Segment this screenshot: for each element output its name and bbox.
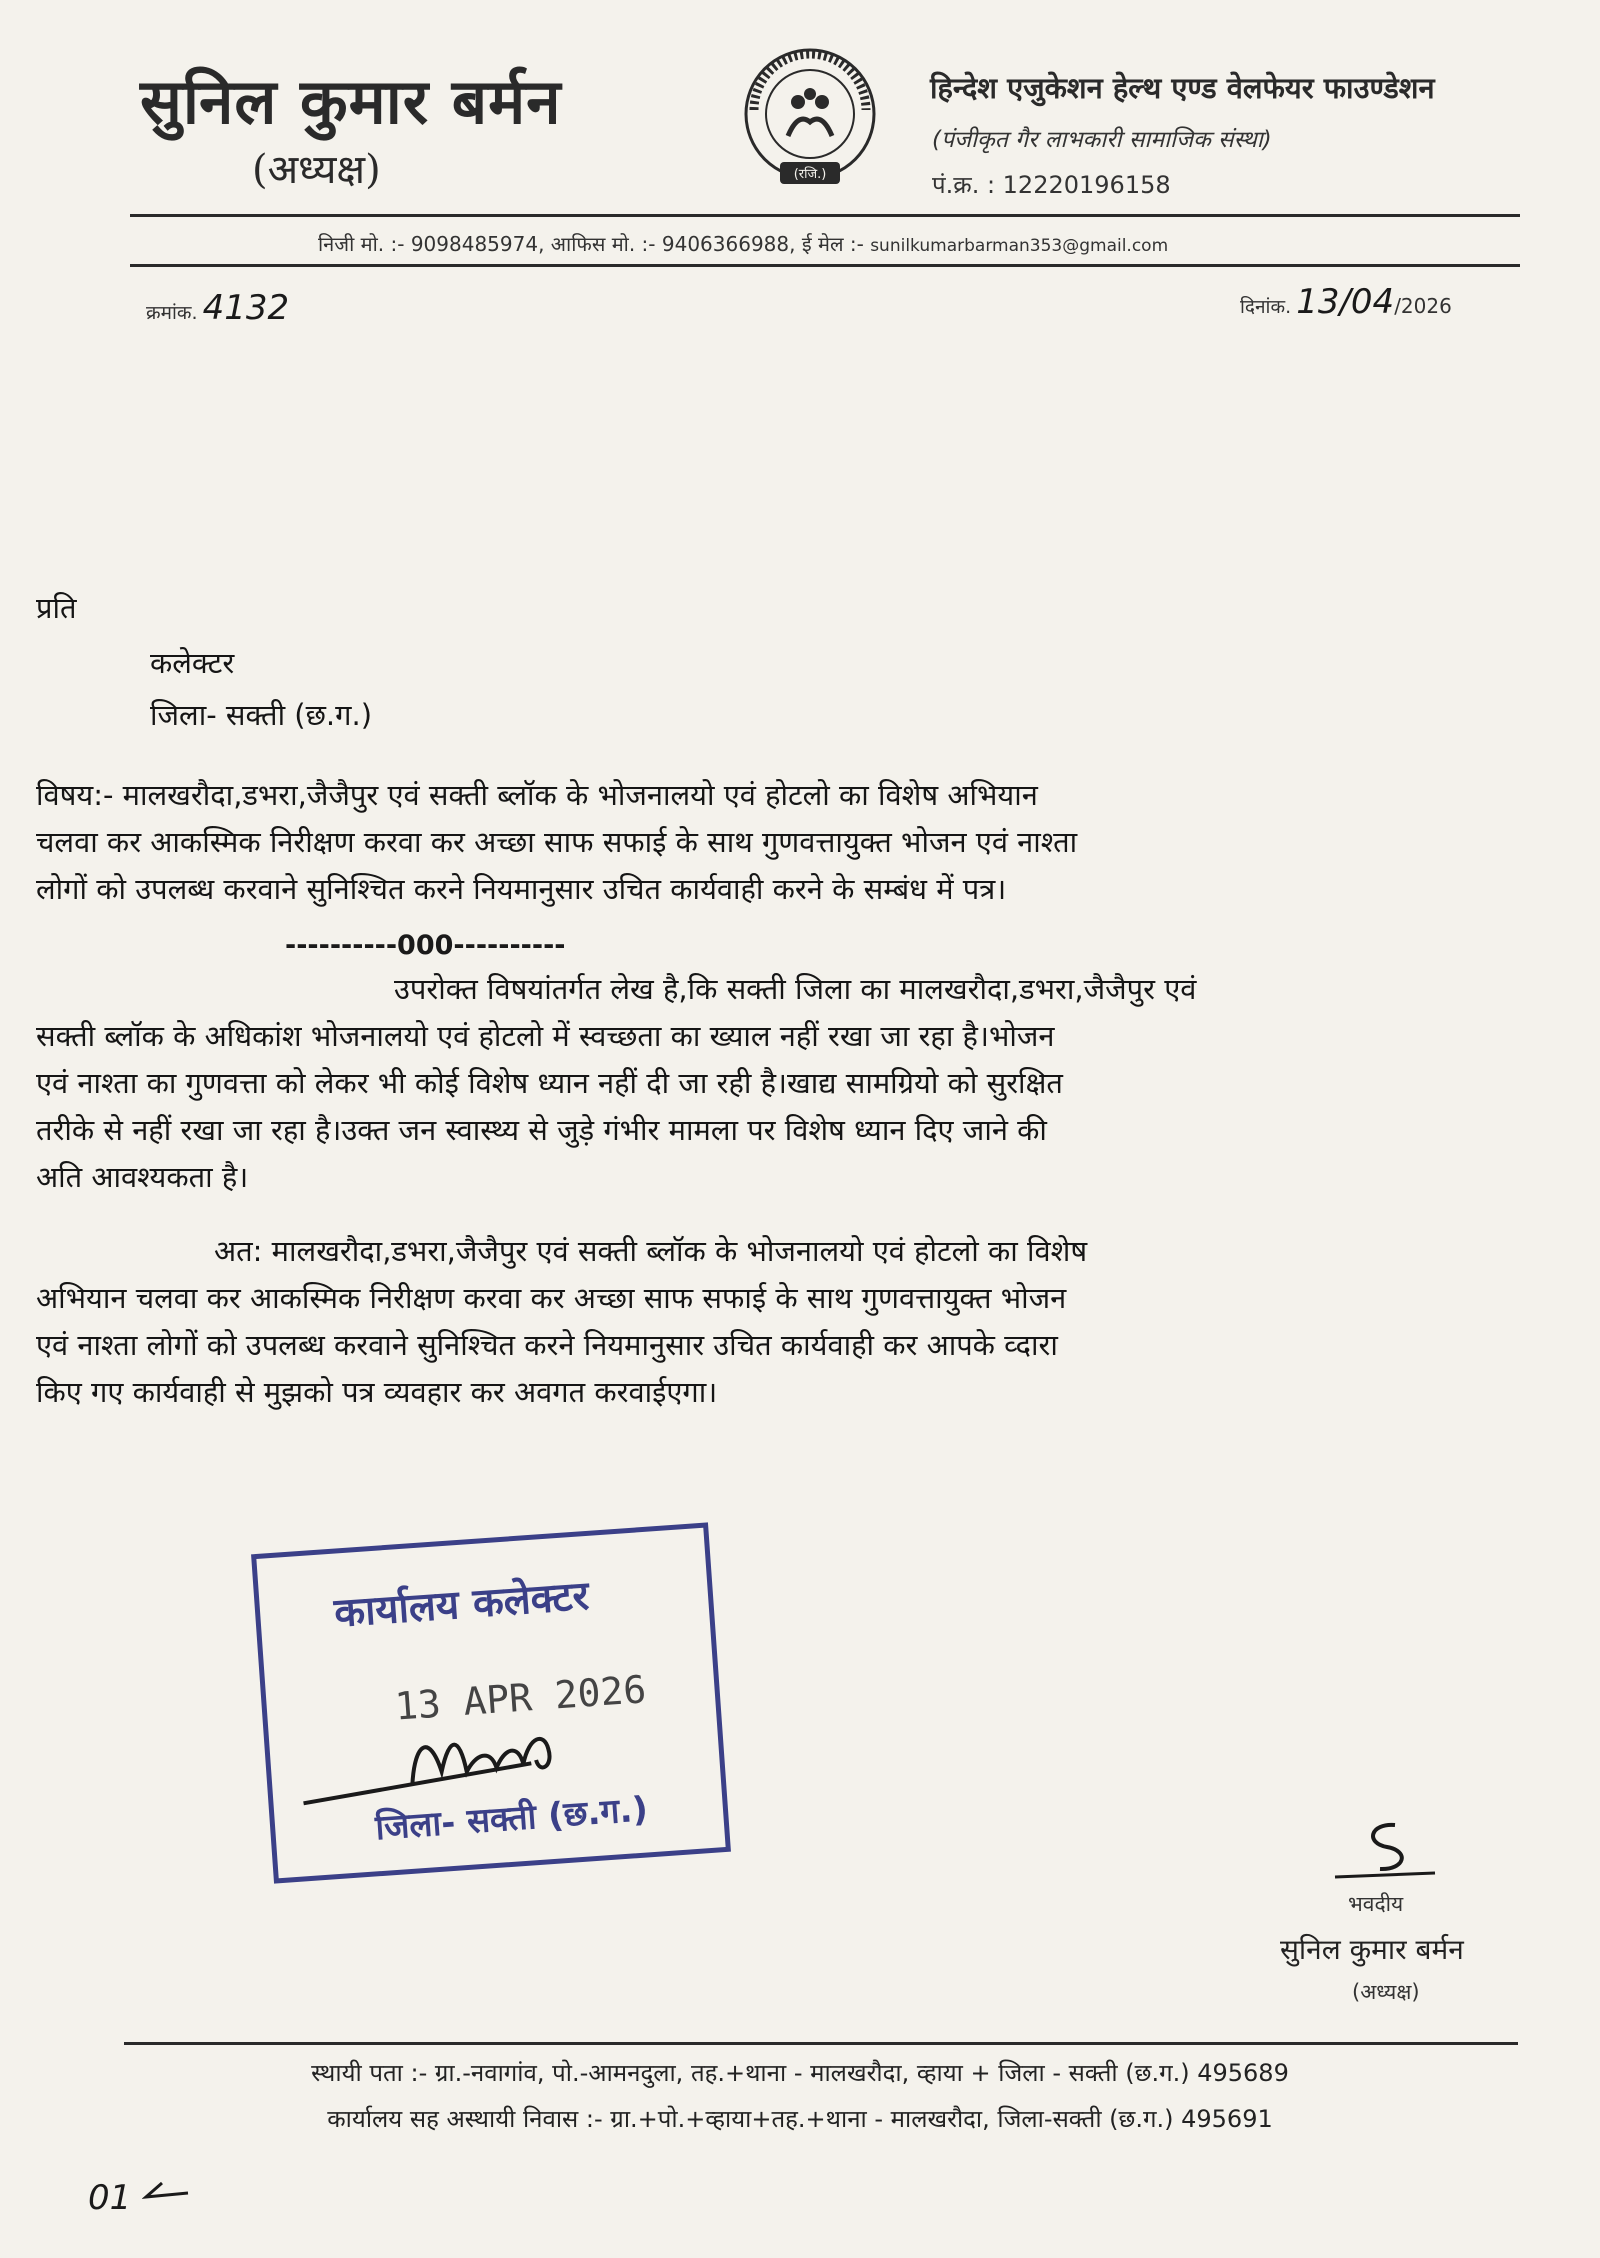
section-separator: ----------000---------- bbox=[285, 930, 566, 961]
subject-block bbox=[36, 772, 1077, 913]
paragraph-line: किए गए कार्यवाही से मुझको पत्र व्यवहार कर अवगत करवाईएगा। bbox=[36, 1375, 718, 1409]
permanent-address: स्थायी पता :- ग्रा.-नवागांव, पो.-आमनदुला, तह.+थाना - मालखरौदा, व्हाया + जिला - सक्ती (छ.ग.) 495689 bbox=[311, 2059, 1289, 2087]
addressee-recipient: कलेक्टर bbox=[150, 646, 235, 680]
stamp-date: 13 APR 2026 bbox=[393, 1667, 648, 1729]
contact-line bbox=[318, 230, 1168, 257]
contact-numbers: निजी मो. :- 9098485974, आफिस मो. :- 9406366988, ई मेल :- bbox=[318, 232, 864, 256]
reference-number bbox=[146, 288, 289, 328]
letter-date bbox=[1240, 282, 1452, 322]
contact-email: sunilkumarbarman353@gmail.com bbox=[870, 236, 1169, 256]
footer-rule bbox=[124, 2042, 1518, 2045]
paragraph-line: तरीके से नहीं रखा जा रहा है।उक्त जन स्वास्थ्य से जुड़े गंभीर मामला पर विशेष ध्यान दिए जाने की bbox=[36, 1113, 1047, 1147]
date-value: 13/04 bbox=[1296, 282, 1395, 322]
addressee-prefix: प्रति bbox=[36, 591, 77, 625]
foundation-logo bbox=[740, 44, 880, 194]
registration-number: पं.क्र. : 12220196158 bbox=[932, 171, 1171, 199]
reference-label: क्रमांक. bbox=[146, 302, 198, 324]
subject-line: चलवा कर आकस्मिक निरीक्षण करवा कर अच्छा साफ सफाई के साथ गुणवत्तायुक्त भोजन एवं नाश्ता bbox=[36, 825, 1078, 859]
collector-office-stamp bbox=[251, 1522, 731, 1883]
stamp-title: कार्यालय कलेक्टर bbox=[332, 1572, 591, 1637]
paragraph-line: एवं नाश्ता लोगों को उपलब्ध करवाने सुनिश्चित करने नियमानुसार उचित कार्यवाही कर आपके व्दारा bbox=[36, 1328, 1058, 1362]
logo-badge-text: (रजि.) bbox=[793, 167, 827, 182]
subject-line: लोगों को उपलब्ध करवाने सुनिश्चित करने नियमानुसार उचित कार्यवाही करने के सम्बंध में पत्र। bbox=[36, 872, 1007, 906]
organization-name: हिन्देश एजुकेशन हेल्थ एण्ड वेलफेयर फाउण्डेशन bbox=[930, 71, 1435, 105]
header-rule-bottom bbox=[130, 264, 1520, 267]
stamp-district: जिला- सक्ती (छ.ग.) bbox=[374, 1789, 650, 1849]
organization-subtitle: (पंजीकृत गैर लाभकारी सामाजिक संस्था) bbox=[932, 127, 1272, 153]
paragraph-line: अभियान चलवा कर आकस्मिक निरीक्षण करवा कर अच्छा साफ सफाई के साथ गुणवत्तायुक्त भोजन bbox=[36, 1281, 1067, 1315]
corner-handwritten-note bbox=[88, 2178, 192, 2218]
corner-note-stroke bbox=[142, 2179, 192, 2209]
header-rule-top bbox=[130, 214, 1520, 217]
paragraph-line: एवं नाश्ता का गुणवत्ता को लेकर भी कोई विशेष ध्यान नहीं दी जा रही है।खाद्य सामग्रियो को सुरक्षित bbox=[36, 1066, 1063, 1100]
paragraph-1 bbox=[36, 966, 1196, 1201]
addressee-district: जिला- सक्ती (छ.ग.) bbox=[150, 698, 373, 732]
letterhead-name: सुनिल कुमार बर्मन bbox=[140, 65, 562, 138]
date-label: दिनांक. bbox=[1240, 296, 1292, 318]
office-address: कार्यालय सह अस्थायी निवास :- ग्रा.+पो.+व्हाया+तह.+थाना - मालखरौदा, जिला-सक्ती (छ.ग.) 495691 bbox=[327, 2105, 1273, 2133]
signature-closing: भवदीय bbox=[1348, 1892, 1404, 1916]
paragraph-line: सक्ती ब्लॉक के अधिकांश भोजनालयो एवं होटलो में स्वच्छता का ख्याल नहीं रखा जा रहा है।भोजन bbox=[36, 1019, 1055, 1053]
subject-line: विषय:- मालखरौदा,डभरा,जैजैपुर एवं सक्ती ब्लॉक के भोजनालयो एवं होटलो का विशेष अभियान bbox=[36, 778, 1038, 812]
signatory-name: सुनिल कुमार बर्मन bbox=[1280, 1933, 1464, 1966]
reference-value: 4132 bbox=[202, 288, 290, 328]
letterhead-role: (अध्यक्ष) bbox=[252, 147, 381, 193]
signatory-role: (अध्यक्ष) bbox=[1352, 1980, 1420, 2004]
paragraph-line: उपरोक्त विषयांतर्गत लेख है,कि सक्ती जिला का मालखरौदा,डभरा,जैजैपुर एवं bbox=[394, 972, 1197, 1006]
signature-mark bbox=[1325, 1815, 1445, 1885]
corner-note-text: 01 bbox=[88, 2178, 132, 2218]
paragraph-line: अति आवश्यकता है। bbox=[36, 1160, 249, 1194]
paragraph-line: अत: मालखरौदा,डभरा,जैजैपुर एवं सक्ती ब्लॉक के भोजनालयो एवं होटलो का विशेष bbox=[214, 1234, 1088, 1268]
paragraph-2 bbox=[36, 1228, 1087, 1416]
date-year: /2026 bbox=[1394, 294, 1452, 318]
